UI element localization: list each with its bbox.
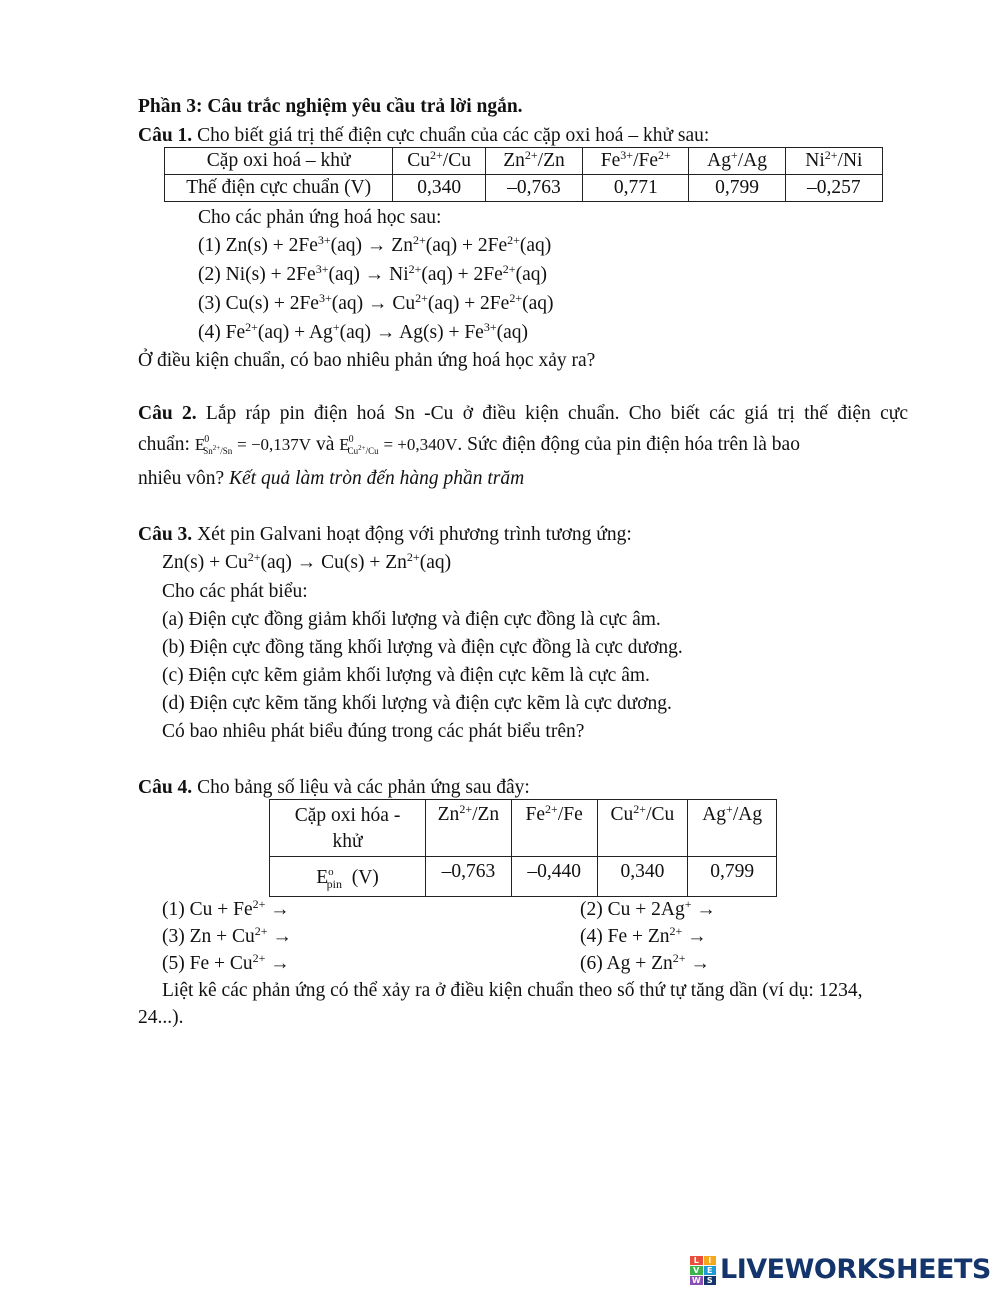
q4-question-line-1: Liệt kê các phản ứng có thể xảy ra ở điều kiện chuẩn theo số thứ tự tăng dần (ví dụ: 1234, bbox=[162, 980, 863, 1001]
q4-reaction-2: (2) Cu + 2Ag+ → bbox=[580, 897, 716, 920]
q1-pair-zn: $Zn^{2+}/Zn$ bbox=[485, 148, 582, 175]
q3-statement-d: (d) Điện cực kẽm tăng khối lượng và điện cực kẽm là cực dương. bbox=[162, 693, 672, 714]
q4-pair-cu: $Cu^{2+}/Cu$ bbox=[597, 800, 688, 857]
section-title: Phần 3: Câu trắc nghiệm yêu cầu trả lời ngắn. bbox=[138, 96, 523, 117]
q1-reactions-intro: Cho các phản ứng hoá học sau: bbox=[198, 207, 442, 228]
q1-value: –0,257 bbox=[785, 175, 882, 202]
q4-reaction-5: (5) $Fe + Cu^{2+}$ → bbox=[162, 951, 290, 974]
q4-question-line-2: 24...). bbox=[138, 1007, 184, 1028]
q4-reaction-1: (1) $Cu + Fe^{2+}$ → bbox=[162, 897, 290, 920]
q3-intro: Câu 3. Xét pin Galvani hoạt động với phương trình tương ứng: bbox=[138, 524, 632, 545]
q4-pair-fe: $Fe^{2+}/Fe$ bbox=[511, 800, 597, 857]
q2-e-sn: $E^0_{Sn^{2+}/Sn}$ bbox=[194, 434, 233, 457]
q3-statement-b: (b) Điện cực đồng tăng khối lượng và điện cực đồng là cực dương. bbox=[162, 637, 683, 658]
q4-pair-zn: $Zn^{2+}/Zn$ bbox=[426, 800, 512, 857]
q4-table-header-pair: Cặp oxi hóa - khử bbox=[270, 800, 426, 857]
q4-value: –0,763 bbox=[426, 856, 512, 896]
liveworksheets-logo bbox=[690, 1253, 991, 1287]
q1-pair-fe: $Fe^{3+}/Fe^{2+}$ bbox=[583, 148, 689, 175]
q2-line-3: nhiêu vôn? Kết quả làm tròn đến hàng phần trăm bbox=[138, 468, 525, 489]
q1-pair-ag: Ag+/Ag bbox=[689, 148, 785, 175]
q4-table-header-potential: $E^o_{pin}$ (V) bbox=[270, 856, 426, 896]
q1-reaction-2: (2) $Ni(s) + 2Fe^{3+}(aq) \to Ni^{2+}(aq) + 2Fe^{2+}(aq)$ bbox=[198, 262, 547, 285]
q4-reaction-4: (4) $Fe + Zn^{2+}$ → bbox=[580, 924, 707, 947]
q2-e-cu: $E^0_{Cu^{2+}/Cu}$ bbox=[339, 434, 379, 457]
q1-table-header-potential: Thế điện cực chuẩn (V) bbox=[165, 175, 393, 202]
q3-question: Có bao nhiêu phát biểu đúng trong các phát biểu trên? bbox=[162, 721, 585, 742]
q4-value: –0,440 bbox=[511, 856, 597, 896]
q4-intro: Câu 4. Cho bảng số liệu và các phản ứng sau đây: bbox=[138, 777, 530, 798]
q3-equation: $Zn(s) + Cu^{2+}(aq) \to Cu(s) + Zn^{2+}(aq)$ bbox=[162, 550, 452, 573]
q1-value: 0,771 bbox=[583, 175, 689, 202]
q3-statement-a: (a) Điện cực đồng giảm khối lượng và điện cực đồng là cực âm. bbox=[162, 609, 661, 630]
q4-potential-table bbox=[269, 799, 777, 897]
q2-line-1: Câu 2. Lắp ráp pin điện hoá Sn -Cu ở điều kiện chuẩn. Cho biết các giá trị thế điện cực bbox=[138, 403, 908, 424]
q1-reaction-3: (3) $Cu(s) + 2Fe^{3+}(aq) \to Cu^{2+}(aq) + 2Fe^{2+}(aq)$ bbox=[198, 291, 554, 314]
q1-potential-table bbox=[164, 147, 883, 202]
q1-value: 0,799 bbox=[689, 175, 785, 202]
q4-value: 0,799 bbox=[688, 856, 777, 896]
q1-reaction-1: (1) $Zn(s) + 2Fe^{3+}(aq) \to Zn^{2+}(aq) + 2Fe^{2+}(aq)$ bbox=[198, 233, 552, 256]
logo-blocks-icon: L I V E W S bbox=[690, 1256, 716, 1284]
q1-value: 0,340 bbox=[393, 175, 485, 202]
logo-text: LIVEWORKSHEETS bbox=[720, 1253, 991, 1285]
q1-intro: Câu 1. Cho biết giá trị thế điện cực chuẩn của các cặp oxi hoá – khử sau: bbox=[138, 125, 710, 146]
q1-table-header-pair: Cặp oxi hoá – khử bbox=[165, 148, 393, 175]
q1-question: Ở điều kiện chuẩn, có bao nhiêu phản ứng hoá học xảy ra? bbox=[138, 350, 596, 371]
q3-statement-c: (c) Điện cực kẽm giảm khối lượng và điện cực kẽm là cực âm. bbox=[162, 665, 650, 686]
q1-pair-ni: $Ni^{2+}/Ni$ bbox=[785, 148, 882, 175]
q3-statements-intro: Cho các phát biểu: bbox=[162, 581, 308, 602]
q2-line-2: chuẩn: $E^0_{Sn^{2+}/Sn} = -0,137V$ và $E^0_{Cu^{2+}/Cu} = +0,340V$. Sức điện động của pin điện hóa trên là bao bbox=[138, 434, 800, 457]
q1-pair-cu: $Cu^{2+}/Cu$ bbox=[393, 148, 485, 175]
q1-value: –0,763 bbox=[485, 175, 582, 202]
q1-reaction-4: (4) $Fe^{2+}(aq) + Ag^+(aq) \to Ag(s) + Fe^{3+}(aq)$ bbox=[198, 320, 529, 343]
q4-pair-ag: Ag+/Ag bbox=[688, 800, 777, 857]
q4-value: 0,340 bbox=[597, 856, 688, 896]
q4-reaction-3: (3) $Zn + Cu^{2+}$ → bbox=[162, 924, 292, 947]
q4-reaction-6: (6) $Ag + Zn^{2+}$ → bbox=[580, 951, 710, 974]
